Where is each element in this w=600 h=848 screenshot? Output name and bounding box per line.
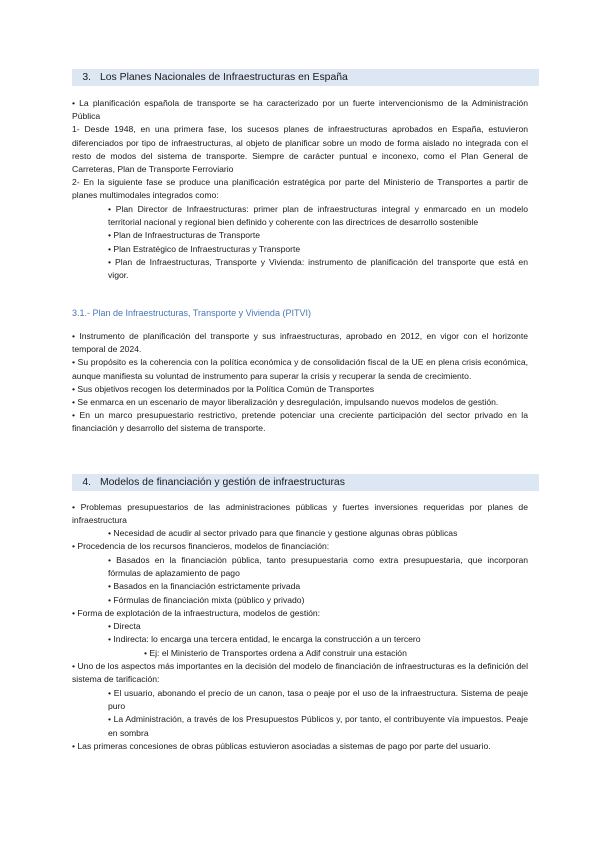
list-item: • Uno de los aspectos más importantes en la decisión del modelo de financiación de infraestructuras es la definición del sistema de tarificación: xyxy=(72,661,528,685)
list-item: • Ej: el Ministerio de Transportes ordena a Adif construir una estación xyxy=(144,648,407,658)
section-4-number: 4. xyxy=(82,477,91,488)
section-3-phase-2: 2- En la siguiente fase se produce una planificación estratégica por parte del Ministerio de Transportes a partir de planes multimodales integrados como: xyxy=(72,177,528,201)
section-4-problems xyxy=(72,501,528,527)
list-item: • Plan de Infraestructuras de Transporte xyxy=(108,230,261,241)
tariff-systems-list xyxy=(108,687,528,740)
list-item: • Basados en la financiación pública, tanto presupuestaria como extra presupuestaria, que incorporan fórmulas de aplazamiento de pago xyxy=(108,555,528,579)
list-item: • Plan Director de Infraestructuras: primer plan de infraestructuras integral y enmarcado en un modelo territorial nacional y regional bien definido y coherente con las directrices de desarrollo sostenible xyxy=(108,204,528,228)
section-3-intro: • La planificación española de transporte se ha caracterizado por un fuerte intervencionismo de la Administración Pública xyxy=(72,98,528,122)
section-4-concessions xyxy=(72,740,528,753)
section-4-origin xyxy=(72,540,528,553)
plans-list xyxy=(108,203,528,282)
section-4-need xyxy=(108,527,528,540)
section-3-1-body xyxy=(72,330,528,436)
list-item: • Fórmulas de financiación mixta (público y privado) xyxy=(108,594,305,605)
list-item: • Indirecta: lo encarga una tercera entidad, le encarga la construcción a un tercero xyxy=(108,634,421,645)
list-item: • Sus objetivos recogen los determinados por la Política Común de Transportes xyxy=(72,383,375,394)
section-3-title: Los Planes Nacionales de Infraestructuras en España xyxy=(100,72,348,83)
management-example xyxy=(144,647,528,660)
list-item: • Se enmarca en un escenario de mayor liberalización y desregulación, impulsando nuevos modelos de gestión. xyxy=(72,397,499,408)
list-item: • Instrumento de planificación del transporte y sus infraestructuras, aprobado en 2012, en vigor con el horizonte temporal de 2024. xyxy=(72,331,528,355)
list-item: • Plan de Infraestructuras, Transporte y Vivienda: instrumento de planificación del transporte que está en vigor. xyxy=(108,256,528,281)
list-item: • Plan Estratégico de Infraestructuras y Transporte xyxy=(108,243,301,254)
section-4-title: Modelos de financiación y gestión de infraestructuras xyxy=(100,477,345,488)
list-item: • La Administración, a través de los Presupuestos Públicos y, por tanto, el contribuyente vía impuestos. Peaje en sombra xyxy=(108,714,528,738)
section-4-heading xyxy=(72,474,539,491)
section-4-tariff xyxy=(72,660,528,686)
section-3-heading xyxy=(72,69,539,86)
financing-list xyxy=(108,554,528,607)
list-item: • Forma de explotación de la infraestructura, modelos de gestión: xyxy=(72,608,321,618)
list-item: • Necesidad de acudir al sector privado para que financie y gestione algunas obras públicas xyxy=(108,528,458,538)
list-item: • Procedencia de los recursos financieros, modelos de financiación: xyxy=(72,541,330,551)
section-3-phase-1: 1- Desde 1948, en una primera fase, los sucesos planes de infraestructuras aprobados en España, estuvieron diferenciados por tipo de infraestructuras, al objeto de planificar sobre un modo de forma aislado no integrada con el resto de modos del sistema de transporte. Siempre de carácter puntual e inconexo, como el Plan General de Carreteras, Plan de Transporte Ferroviario xyxy=(72,124,528,175)
list-item: • Las primeras concesiones de obras públicas estuvieron asociadas a sistemas de pago por parte del usuario. xyxy=(72,741,491,751)
section-3-number: 3. xyxy=(82,72,91,83)
list-item: • Su propósito es la coherencia con la política económica y de consolidación fiscal de la UE en plena crisis económica, aunque manifiesta su voluntad de instrumento para superar la crisis y recuperar la senda de crecimiento. xyxy=(72,357,528,381)
list-item: • Problemas presupuestarios de las administraciones públicas y fuertes inversiones requeridas por planes de infraestructura xyxy=(72,502,528,526)
management-list xyxy=(108,620,528,646)
list-item: • Basados en la financiación estrictamente privada xyxy=(108,581,301,592)
section-3-1-heading: 3.1.- Plan de Infraestructuras, Transporte y Vivienda (PITVI) xyxy=(72,308,311,318)
list-item: • El usuario, abonando el precio de un canon, tasa o peaje por el uso de la infraestructura. Sistema de peaje puro xyxy=(108,688,528,712)
section-4-exploitation xyxy=(72,607,528,620)
list-item: • En un marco presupuestario restrictivo, pretende potenciar una creciente participación del sector privado en la financiación y desarrollo del sistema de transporte. xyxy=(72,410,528,434)
section-3-body xyxy=(72,97,528,203)
list-item: • Directa xyxy=(108,621,141,631)
